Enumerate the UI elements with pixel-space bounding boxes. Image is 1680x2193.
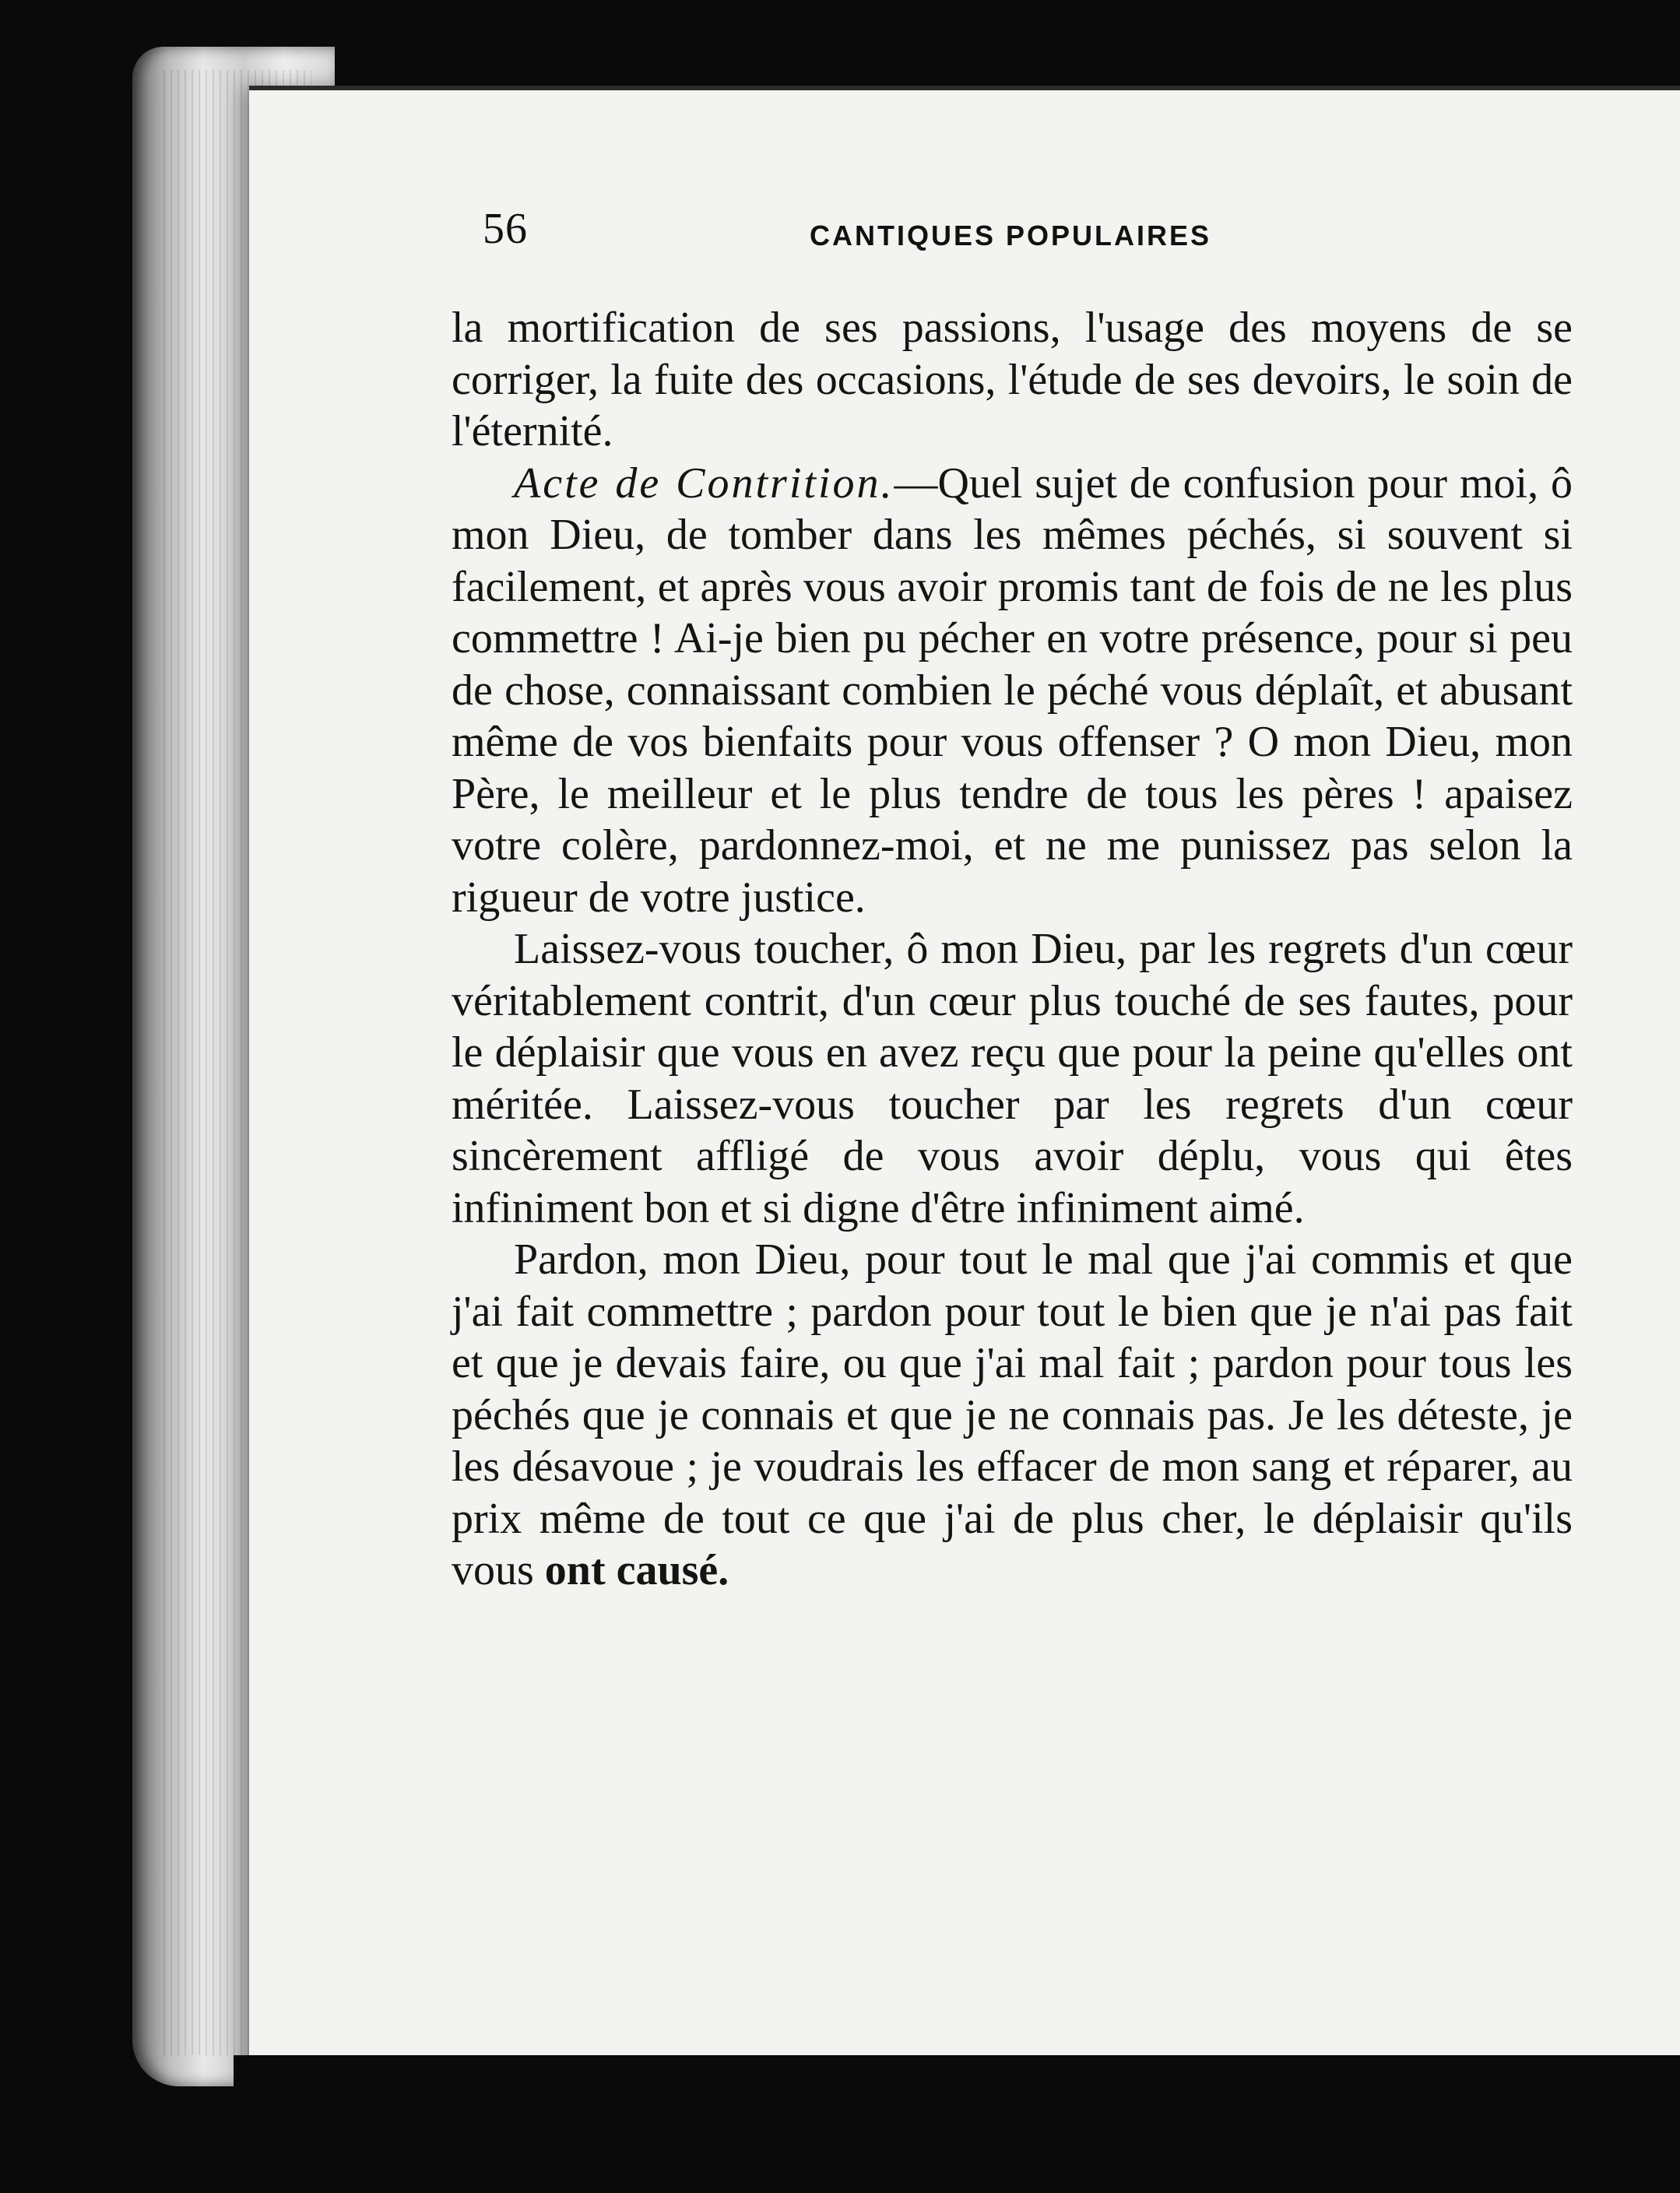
paragraph-3: Laissez-vous toucher, ô mon Dieu, par les regrets d'un cœur véritablement contrit, d'un cœur plus touché de ses fautes, pour le déplaisir que vous en avez reçu que pour la peine qu'elles ont méritée. Laissez-vous toucher par les regrets d'un cœur sincèrement affligé de vous avoir déplu, vous qui êtes infiniment bon et si digne d'être infiniment aimé. (452, 925, 1573, 1232)
paragraph-2-text: —Quel sujet de confusion pour moi, ô mon Dieu, de tomber dans les mêmes péchés, si souvent si facilement, et après vous avoir promis tant de fois de ne les plus commettre ! Ai-je bien pu pécher en votre présence, pour si peu de chose, connaissant combien le péché vous déplaît, et abusant même de vos bienfaits pour vous offenser ? O mon Dieu, mon Père, le meilleur et le plus tendre de tous les pères ! apaisez votre colère, pardonnez-moi, et ne me punissez pas selon la rigueur de votre justice. (452, 459, 1573, 922)
paragraph-4-end: ont causé. (544, 1546, 729, 1594)
background-shadow (234, 2055, 1680, 2193)
page-body (452, 302, 1573, 1597)
page-number: 56 (483, 205, 528, 253)
paragraph-4 (452, 1234, 1573, 1597)
paragraph-2 (452, 458, 1573, 924)
act-title: Acte de Contrition. (514, 459, 894, 508)
page-header (483, 204, 1261, 266)
paragraph-1: la mortification de ses passions, l'usage des moyens de se corriger, la fuite des occasions, l'étude de ses devoirs, le soin de l'éternité. (452, 304, 1573, 455)
running-title: CANTIQUES POPULAIRES (810, 220, 1212, 251)
paragraph-4-text: Pardon, mon Dieu, pour tout le mal que j'ai commis et que j'ai fait commettre ; pardon pour tout le bien que je n'ai pas fait et que je devais faire, ou que j'ai mal fait ; pardon pour tous les péchés que je connais et que je ne connais pas. Je les déteste, je les désavoue ; je voudrais les effacer de mon sang et réparer, au prix même de tout ce que j'ai de plus cher, le déplaisir qu'ils vous (452, 1235, 1573, 1594)
